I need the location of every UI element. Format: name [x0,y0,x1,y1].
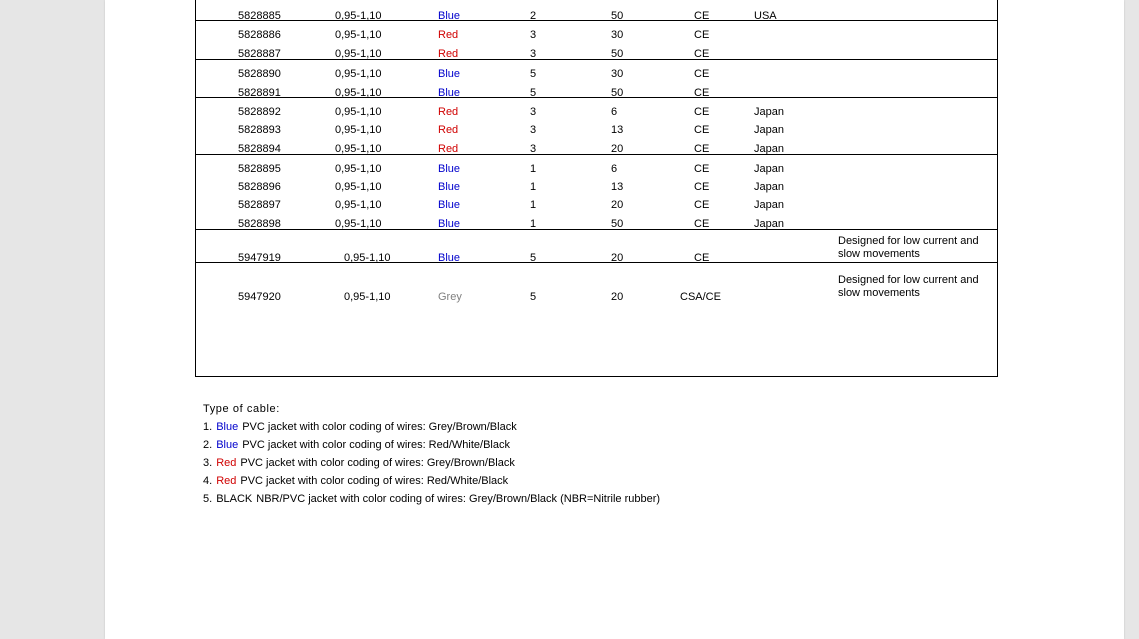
part-number: 5828892 [238,106,281,118]
legend-item [203,436,664,454]
certification: CE [694,29,710,41]
legend-number: 3. [203,457,213,469]
certification: CE [694,199,710,211]
note-line: slow movements [838,287,920,299]
legend-number: 4. [203,475,213,487]
legend-item [203,472,664,490]
cable-type: 3 [530,106,537,118]
cable-type: 5 [530,68,537,80]
part-number: 5828897 [238,199,281,211]
cable-color: Red [438,143,459,155]
wire-range: 0,95-1,10 [335,218,382,230]
cable-color: Red [438,124,459,136]
certification: CE [694,218,710,230]
wire-range: 0,95-1,10 [344,252,391,264]
cable-length: 50 [611,87,624,99]
part-number: 5828886 [238,29,281,41]
legend-title: Type of cable: [203,403,280,415]
wire-range: 0,95-1,10 [335,124,382,136]
table-row [196,84,997,102]
row-note [838,274,998,300]
note-line: Designed for low current and [838,235,979,247]
certification: CE [694,181,710,193]
cable-length: 20 [611,143,624,155]
certification: CSA/CE [680,291,721,303]
note-line: slow movements [838,248,920,260]
table-row [196,103,997,121]
legend-color: Blue [216,439,239,451]
wire-range: 0,95-1,10 [335,29,382,41]
certification: CE [694,106,710,118]
table-row [196,160,997,178]
cable-type: 3 [530,124,537,136]
cable-type: 2 [530,10,537,22]
document-page [105,0,1124,639]
legend-number: 2. [203,439,213,451]
certification: CE [694,143,710,155]
cable-color: Blue [438,181,461,193]
cable-type: 1 [530,199,537,211]
table-row [196,26,997,44]
cable-length: 20 [611,199,624,211]
part-number: 5828894 [238,143,281,155]
part-number: 5828895 [238,163,281,175]
legend-item [203,490,664,508]
cable-type: 5 [530,291,537,303]
origin: Japan [754,163,784,175]
cable-color: Red [438,48,459,60]
table-row [196,178,997,196]
cable-color: Blue [438,199,461,211]
legend-color: Blue [216,421,239,433]
legend-text: PVC jacket with color coding of wires: Grey/Brown/Black [240,457,515,469]
cable-length: 13 [611,124,624,136]
cable-length: 6 [611,106,618,118]
cable-type: 1 [530,181,537,193]
legend-number: 1. [203,421,213,433]
legend-text: NBR/PVC jacket with color coding of wires: Grey/Brown/Black (NBR=Nitrile rubber) [256,493,661,505]
cable-color: Blue [438,163,461,175]
legend-color: BLACK [216,493,253,505]
certification: CE [694,124,710,136]
cable-length: 6 [611,163,618,175]
table-row [196,215,997,233]
cable-color: Blue [438,68,461,80]
part-number: 5828896 [238,181,281,193]
cable-type: 3 [530,29,537,41]
wire-range: 0,95-1,10 [344,291,391,303]
table-row [196,65,997,83]
wire-range: 0,95-1,10 [335,87,382,99]
origin: USA [754,10,777,22]
legend-item [203,418,664,436]
cable-type: 1 [530,218,537,230]
origin: Japan [754,106,784,118]
legend-text: PVC jacket with color coding of wires: Grey/Brown/Black [242,421,517,433]
wire-range: 0,95-1,10 [335,163,382,175]
wire-range: 0,95-1,10 [335,68,382,80]
part-number: 5947920 [238,291,281,303]
cable-length: 50 [611,10,624,22]
certification: CE [694,163,710,175]
legend-number: 5. [203,493,213,505]
cable-color: Blue [438,87,461,99]
cable-length: 13 [611,181,624,193]
wire-range: 0,95-1,10 [335,106,382,118]
part-number: 5828890 [238,68,281,80]
wire-range: 0,95-1,10 [335,48,382,60]
cable-length: 50 [611,218,624,230]
wire-range: 0,95-1,10 [335,181,382,193]
wire-range: 0,95-1,10 [335,199,382,211]
legend-color: Red [216,457,237,469]
cable-color: Blue [438,252,461,264]
note-line: Designed for low current and [838,274,979,286]
part-number: 5828887 [238,48,281,60]
cable-table [195,0,998,377]
table-row [196,196,997,214]
cable-color: Red [438,106,459,118]
certification: CE [694,87,710,99]
legend-item [203,454,664,472]
table-row [196,121,997,139]
origin: Japan [754,218,784,230]
legend-text: PVC jacket with color coding of wires: Red/White/Black [240,475,509,487]
origin: Japan [754,124,784,136]
row-note [838,235,998,261]
wire-range: 0,95-1,10 [335,10,382,22]
certification: CE [694,10,710,22]
cable-length: 20 [611,252,624,264]
cable-type: 5 [530,87,537,99]
table-row [196,140,997,158]
certification: CE [694,252,710,264]
cable-color: Blue [438,218,461,230]
table-row [196,7,997,25]
legend-text: PVC jacket with color coding of wires: Red/White/Black [242,439,510,451]
cable-type: 1 [530,163,537,175]
origin: Japan [754,143,784,155]
cable-length: 30 [611,29,624,41]
wire-range: 0,95-1,10 [335,143,382,155]
origin: Japan [754,181,784,193]
cable-type: 3 [530,143,537,155]
cable-type: 3 [530,48,537,60]
part-number: 5828898 [238,218,281,230]
cable-length: 50 [611,48,624,60]
cable-type: 5 [530,252,537,264]
part-number: 5947919 [238,252,281,264]
origin: Japan [754,199,784,211]
part-number: 5828891 [238,87,281,99]
cable-length: 20 [611,291,624,303]
cable-length: 30 [611,68,624,80]
table-row [196,45,997,63]
certification: CE [694,68,710,80]
legend-color: Red [216,475,237,487]
part-number: 5828885 [238,10,281,22]
cable-color: Red [438,29,459,41]
cable-color: Blue [438,10,461,22]
cable-type-legend [203,400,664,508]
part-number: 5828893 [238,124,281,136]
cable-color: Grey [438,291,462,303]
certification: CE [694,48,710,60]
